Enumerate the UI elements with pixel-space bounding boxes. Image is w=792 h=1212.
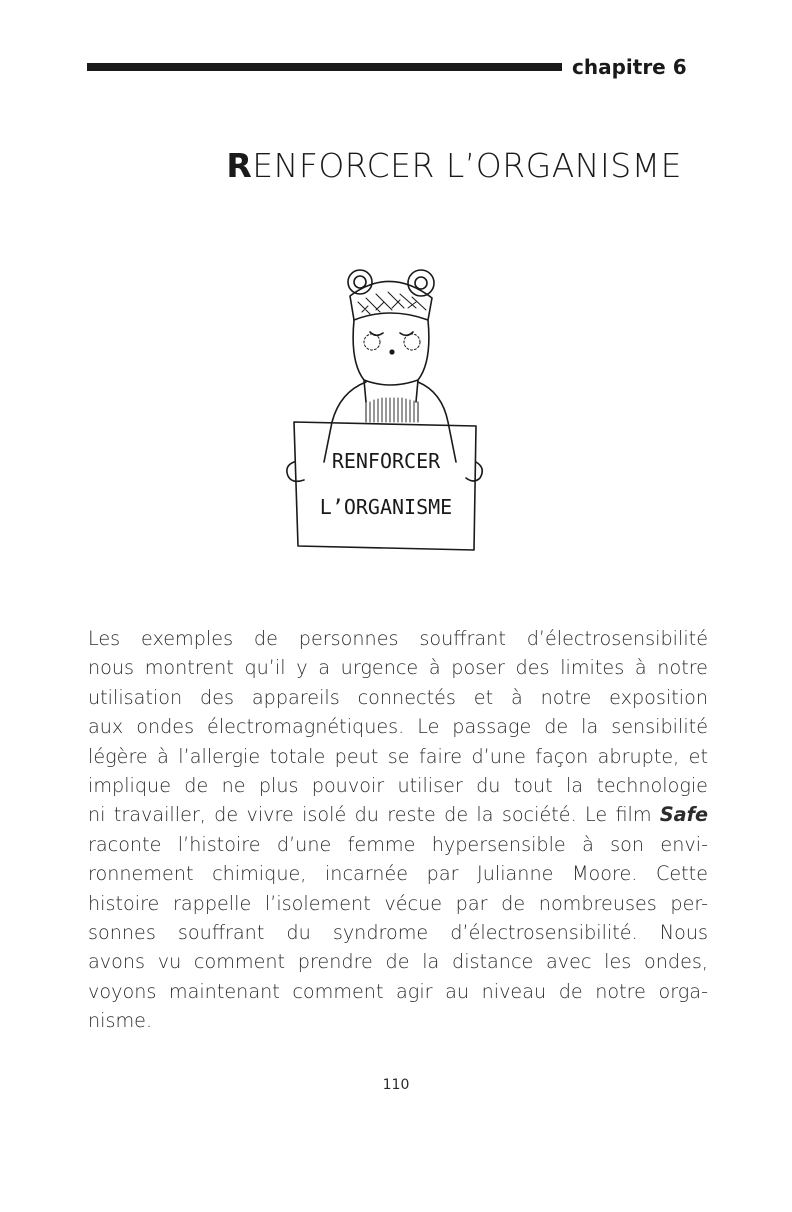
sign-board — [294, 422, 476, 550]
body-line: légère à l’allergie totale peut se faire d’une façon abrupte, et — [88, 744, 708, 768]
body-line: nous montrent qu’il y a urgence à poser des limites à notre — [88, 656, 708, 680]
body-line: sonnes souffrant du syndrome d’électrosensibilité. Nous — [88, 921, 708, 945]
woman-holding-sign-illustration — [280, 262, 490, 554]
title-initial: R — [226, 146, 253, 185]
body-line: nisme. — [88, 1009, 153, 1033]
page-number: 110 — [382, 1077, 410, 1093]
title-rest: ENFORCER L’ORGANISME — [252, 146, 682, 185]
chapter-label: chapitre 6 — [572, 55, 687, 79]
chapter-rule — [87, 63, 562, 71]
body-line: Les exemples de personnes souffrant d’électrosensibilité — [88, 627, 708, 650]
body-line: raconte l’histoire d’une femme hypersensible à son envi- — [88, 832, 708, 856]
mouth — [390, 350, 394, 354]
right-hand — [466, 462, 482, 481]
right-cheek — [404, 334, 420, 350]
face-outline — [353, 320, 429, 402]
body-line: ronnement chimique, incarnée par Julianne Moore. Cette — [88, 862, 708, 886]
body-line: aux ondes électromagnétiques. Le passage de la sensibilité — [88, 715, 708, 739]
sign-line-2: L’ORGANISME — [319, 495, 453, 519]
left-cheek — [364, 334, 380, 350]
body-line: utilisation des appareils connectés et à notre exposition — [88, 685, 708, 709]
sign-line-1: RENFORCER — [331, 449, 441, 473]
body-line: implique de ne plus pouvoir utiliser du tout la technologie — [88, 774, 708, 798]
film-title: Safe — [659, 803, 708, 827]
body-line: avons vu comment prendre de la distance avec les ondes, — [88, 950, 708, 974]
body-line — [88, 800, 708, 829]
chapter-title — [226, 142, 682, 190]
body-line-text: ni travailler, de vivre isolé du reste de la société. Le film — [88, 803, 660, 827]
body-paragraph — [88, 624, 708, 1036]
hair-bun-right — [408, 270, 434, 296]
body-line: voyons maintenant comment agir au niveau de notre orga- — [88, 979, 708, 1003]
body-line: histoire rappelle l’isolement vécue par de nombreuses per- — [88, 891, 708, 915]
